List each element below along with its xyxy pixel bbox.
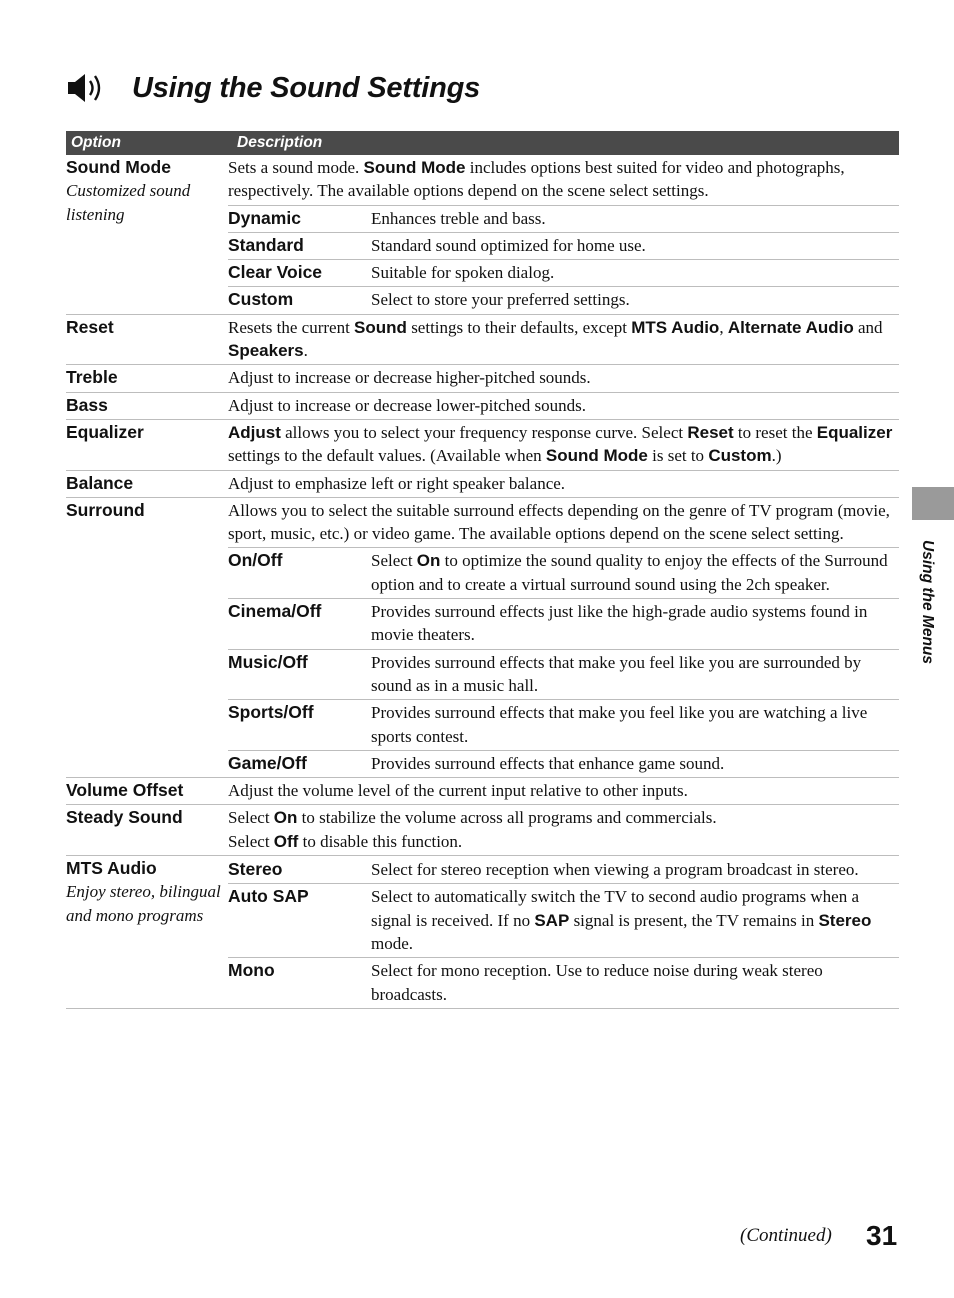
sub-option-text: Provides surround effects that enhance game sound. bbox=[371, 753, 725, 773]
title-bar bbox=[66, 66, 480, 110]
description-cell bbox=[228, 420, 899, 470]
option-name: Steady Sound bbox=[66, 807, 183, 828]
option-cell bbox=[66, 471, 228, 497]
sub-option-row bbox=[228, 649, 899, 700]
option-cell bbox=[66, 805, 228, 855]
sub-option-name: Music/Off bbox=[228, 651, 308, 672]
option-cell bbox=[66, 155, 228, 314]
bold-term: MTS Audio bbox=[631, 317, 720, 337]
text-run: Sets a sound mode. bbox=[228, 158, 364, 177]
text-run: Select bbox=[371, 551, 417, 571]
sub-option-text bbox=[371, 548, 899, 598]
sub-option-row bbox=[228, 232, 899, 259]
sub-option-name: On/Off bbox=[228, 550, 283, 571]
sub-option-name: Sports/Off bbox=[228, 702, 314, 723]
text-run: Adjust to emphasize left or right speaker balance. bbox=[228, 473, 566, 493]
text-run: Adjust to increase or decrease lower-pitched sounds. bbox=[228, 395, 586, 415]
sub-option-name: Game/Off bbox=[228, 752, 307, 773]
sub-option-row bbox=[228, 598, 899, 649]
text-run: settings to the default values. (Available when bbox=[228, 446, 546, 466]
sub-option-row bbox=[228, 547, 899, 598]
text-run: signal is present, the TV remains in bbox=[569, 910, 819, 930]
description-cell bbox=[228, 778, 899, 804]
text-run: Resets the current bbox=[228, 317, 355, 337]
speaker-icon bbox=[66, 70, 106, 106]
sub-option-text: Suitable for spoken dialog. bbox=[371, 263, 555, 283]
table-row bbox=[66, 315, 899, 366]
table-row bbox=[66, 420, 899, 471]
table-row bbox=[66, 471, 899, 498]
sound-settings-table bbox=[66, 131, 899, 1009]
text-run: Allows you to select the suitable surround effects depending on the genre of TV program (movie, sport, music, etc.) or video game. The available options depend on the scene select setting. bbox=[228, 500, 890, 544]
option-name: Treble bbox=[66, 367, 118, 388]
text-run: Adjust to increase or decrease higher-pitched sounds. bbox=[228, 368, 591, 388]
bold-term: Reset bbox=[687, 422, 734, 442]
text-run: Select bbox=[228, 831, 274, 851]
table-row bbox=[66, 365, 899, 392]
sub-option-name: Mono bbox=[228, 960, 275, 981]
bold-term: Sound Mode bbox=[363, 158, 466, 177]
description-text bbox=[228, 394, 899, 419]
text-run: is set to bbox=[647, 446, 709, 466]
header-option: Option bbox=[71, 134, 121, 152]
table-header bbox=[66, 131, 899, 155]
text-run: allows you to select your frequency response curve. Select bbox=[280, 422, 688, 442]
sub-option-row bbox=[228, 286, 899, 313]
side-section-label: Using the Menus bbox=[919, 540, 936, 665]
table-row bbox=[66, 498, 899, 778]
bold-term: Equalizer bbox=[816, 422, 893, 442]
text-run: to optimize the sound quality to enjoy the effects of the Surround option and to create a virtual surround sound using the 2ch speaker. bbox=[371, 551, 888, 594]
text-run: .) bbox=[771, 446, 782, 466]
text-run: includes options best suited for video and photographs, respectively. The available options depend on the scene select settings. bbox=[228, 158, 845, 201]
sub-option-name: Auto SAP bbox=[228, 886, 309, 907]
sub-option-name: Cinema/Off bbox=[228, 601, 322, 622]
bold-term: Alternate Audio bbox=[727, 317, 854, 337]
option-cell bbox=[66, 365, 228, 391]
text-run: Select to automatically switch the TV to second audio programs when a signal is received. If no bbox=[371, 887, 860, 930]
header-description: Description bbox=[237, 134, 323, 152]
continued-note: (Continued) bbox=[740, 1225, 832, 1246]
sub-option-text: Select for mono reception. Use to reduce noise during weak stereo broadcasts. bbox=[371, 961, 823, 1004]
option-cell bbox=[66, 420, 228, 470]
table-body bbox=[66, 155, 899, 1009]
bold-term: On bbox=[416, 551, 441, 571]
option-name: MTS Audio bbox=[66, 858, 157, 879]
sub-option-row bbox=[228, 750, 899, 777]
option-name: Reset bbox=[66, 316, 114, 337]
text-run: . bbox=[303, 341, 308, 361]
sub-option-name: Stereo bbox=[228, 859, 283, 880]
bold-term: Off bbox=[273, 831, 299, 851]
table-row bbox=[66, 155, 899, 315]
sub-option-row bbox=[228, 857, 899, 883]
option-name: Equalizer bbox=[66, 421, 144, 442]
option-name: Balance bbox=[66, 472, 134, 493]
option-cell bbox=[66, 315, 228, 365]
table-row bbox=[66, 393, 899, 420]
bold-term: Speakers bbox=[228, 341, 304, 361]
description-cell bbox=[228, 856, 899, 1008]
sub-option-name: Custom bbox=[228, 289, 294, 310]
bold-term: Adjust bbox=[228, 422, 281, 442]
description-cell bbox=[228, 155, 899, 314]
description-cell bbox=[228, 393, 899, 419]
text-run: to stabilize the volume across all programs and commercials. bbox=[297, 808, 717, 828]
description-text bbox=[228, 779, 899, 804]
sub-option-row bbox=[228, 883, 899, 957]
sub-option-row bbox=[228, 957, 899, 1008]
description-text bbox=[228, 316, 899, 365]
bold-term: Sound Mode bbox=[545, 446, 648, 466]
sub-option-text: Select for stereo reception when viewing a program broadcast in stereo. bbox=[371, 860, 859, 880]
option-name: Bass bbox=[66, 394, 108, 415]
option-cell bbox=[66, 393, 228, 419]
sub-option-name: Clear Voice bbox=[228, 262, 323, 283]
bold-term: Stereo bbox=[818, 910, 872, 930]
text-run: to reset the bbox=[733, 422, 817, 442]
bold-term: On bbox=[273, 808, 298, 828]
description-cell bbox=[228, 498, 899, 777]
sub-option-text: Standard sound optimized for home use. bbox=[371, 235, 646, 255]
text-run: to disable this function. bbox=[298, 831, 463, 851]
description-text bbox=[228, 472, 899, 497]
option-cell bbox=[66, 498, 228, 777]
sub-option-text: Enhances treble and bass. bbox=[371, 208, 546, 228]
description-text bbox=[228, 366, 899, 391]
sub-option-row bbox=[228, 699, 899, 750]
table-row bbox=[66, 856, 899, 1009]
description-text bbox=[228, 499, 899, 548]
description-cell bbox=[228, 365, 899, 391]
text-run: Select bbox=[228, 808, 274, 828]
page-number: 31 bbox=[866, 1220, 898, 1251]
option-subtitle: Enjoy stereo, bilingual and mono programs bbox=[66, 882, 221, 925]
description-text bbox=[228, 806, 899, 855]
page-title: Using the Sound Settings bbox=[132, 71, 481, 104]
sub-option-name: Dynamic bbox=[228, 207, 301, 228]
sub-option-name: Standard bbox=[228, 234, 304, 255]
table-row bbox=[66, 805, 899, 856]
description-cell bbox=[228, 805, 899, 855]
sub-option-text: Provides surround effects that make you feel like you are surrounded by sound as in a music hall. bbox=[371, 652, 862, 695]
text-run: mode. bbox=[371, 933, 414, 953]
bold-term: Custom bbox=[708, 446, 772, 466]
sub-option-row bbox=[228, 205, 899, 232]
text-run: and bbox=[853, 317, 883, 337]
description-text bbox=[228, 156, 899, 205]
option-cell bbox=[66, 856, 228, 1008]
sub-option-text: Select to store your preferred settings. bbox=[371, 290, 630, 310]
text-run: settings to their defaults, except bbox=[406, 317, 632, 337]
sub-option-row bbox=[228, 259, 899, 286]
text-run: Adjust the volume level of the current input relative to other inputs. bbox=[228, 781, 688, 801]
table-row bbox=[66, 778, 899, 805]
text-run: , bbox=[719, 317, 728, 337]
option-name: Sound Mode bbox=[66, 157, 171, 177]
option-subtitle: Customized sound listening bbox=[66, 181, 191, 224]
sub-option-text: Provides surround effects just like the high-grade audio systems found in movie theaters. bbox=[371, 602, 868, 645]
bold-term: SAP bbox=[534, 910, 570, 930]
side-tab-marker bbox=[912, 487, 954, 520]
option-name: Surround bbox=[66, 499, 145, 520]
option-name: Volume Offset bbox=[66, 780, 184, 801]
bold-term: Sound bbox=[354, 317, 407, 337]
option-cell bbox=[66, 778, 228, 804]
description-cell bbox=[228, 315, 899, 365]
sub-option-text bbox=[371, 884, 899, 957]
description-text bbox=[228, 421, 899, 470]
description-cell bbox=[228, 471, 899, 497]
sub-option-text: Provides surround effects that make you feel like you are watching a live sports contest. bbox=[371, 703, 868, 746]
